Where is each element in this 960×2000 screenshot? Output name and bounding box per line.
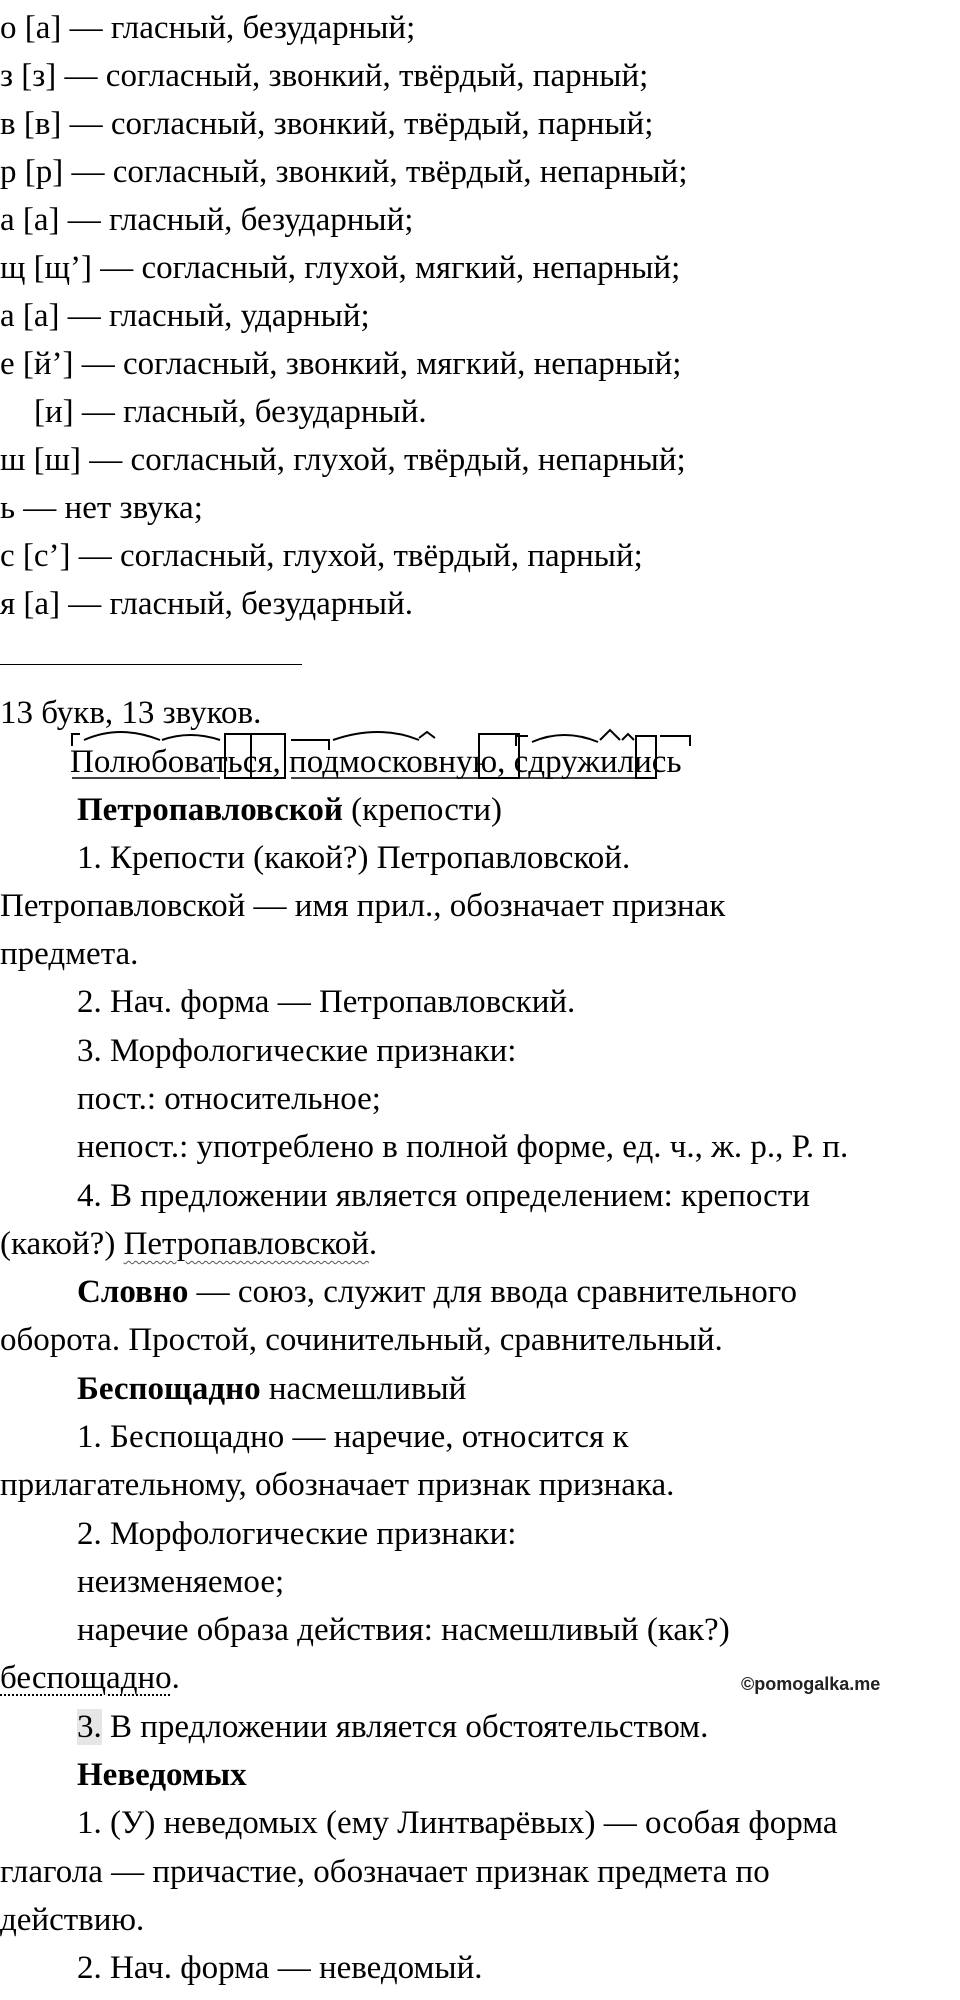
text-line: прилагательному, обозначает признак признака. — [0, 1467, 675, 1503]
sound-line: с [с’] — согласный, глухой, твёрдый, парный; — [0, 538, 643, 574]
text-line: 2. Нач. форма — Петропавловский. — [77, 984, 576, 1020]
block-title-line: Беспощадно насмешливый — [77, 1371, 467, 1407]
dotted-underlined-word: беспощадно — [0, 1660, 172, 1696]
sound-line: [и] — гласный, безударный. — [34, 394, 427, 430]
text-line: наречие образа действия: насмешливый (как?) — [77, 1612, 730, 1648]
text-line: действию. — [0, 1902, 145, 1938]
text-line: 1. Беспощадно — наречие, относится к — [77, 1419, 629, 1455]
word-title: Петропавловской — [77, 792, 343, 828]
morpheme-marks-1 — [70, 728, 290, 788]
text-line: 3. Морфологические признаки: — [77, 1033, 517, 1069]
text-line: 2. Морфологические признаки: — [77, 1516, 517, 1552]
text-line: предмета. — [0, 936, 139, 972]
text-line: непост.: употреблено в полной форме, ед. ч., ж. р., Р. п. — [77, 1129, 849, 1165]
text-line: глагола — причастие, обозначает признак предмета по — [0, 1854, 770, 1890]
text-line: неизменяемое; — [77, 1564, 285, 1600]
footnote-divider — [0, 664, 302, 665]
sound-line: ь — нет звука; — [0, 490, 203, 526]
watermark: ©pomogalka.me — [741, 1674, 881, 1694]
morpheme-word-2: подмосковную — [289, 742, 497, 782]
sound-line: а [а] — гласный, ударный; — [0, 298, 370, 334]
sound-line: р [р] — согласный, звонкий, твёрдый, непарный; — [0, 154, 688, 190]
sound-line: а [а] — гласный, безударный; — [0, 202, 414, 238]
text-line: 1. Крепости (какой?) Петропавловской. — [77, 840, 631, 876]
word-title: Неведомых — [77, 1757, 247, 1793]
highlighted-number: 3. — [77, 1709, 102, 1745]
sound-line: в [в] — согласный, звонкий, твёрдый, парный; — [0, 106, 654, 142]
text-line: 3. В предложении является обстоятельством. — [77, 1709, 709, 1745]
word-title: Словно — [77, 1274, 189, 1310]
text-line: Петропавловской — имя прил., обозначает признак — [0, 888, 726, 924]
sound-line: е [й’] — согласный, звонкий, мягкий, непарный; — [0, 346, 682, 382]
morpheme-marks-3 — [514, 728, 714, 788]
morpheme-word-1: Полюбоваться — [70, 742, 273, 782]
sound-line: ш [ш] — согласный, глухой, твёрдый, непарный; — [0, 442, 686, 478]
sound-line: щ [щ’] — согласный, глухой, мягкий, непарный; — [0, 250, 681, 286]
block-title-line: Петропавловской (крепости) — [77, 792, 502, 828]
text-line: беспощадно. — [0, 1660, 180, 1696]
text-line: 2. Нач. форма — неведомый. — [77, 1950, 483, 1986]
sound-line: я [а] — гласный, безударный. — [0, 586, 414, 622]
morpheme-parse-line: Полюбоваться, подмосковную, сдружились — [70, 742, 682, 786]
sound-line: з [з] — согласный, звонкий, твёрдый, парный; — [0, 58, 649, 94]
block-title-line: Словно — союз, служит для ввода сравнительного — [77, 1274, 798, 1310]
morpheme-marks-2 — [289, 728, 529, 788]
sound-line: о [а] — гласный, безударный; — [0, 10, 416, 46]
text-line: (какой?) Петропавловской. — [0, 1226, 378, 1262]
text-line: пост.: относительное; — [77, 1081, 381, 1117]
word-title: Беспощадно — [77, 1371, 261, 1407]
text-line: 1. (У) неведомых (ему Линтварёвых) — особая форма — [77, 1805, 838, 1841]
summary-line: 13 букв, 13 звуков. — [0, 695, 262, 731]
text-line: оборота. Простой, сочинительный, сравнительный. — [0, 1322, 723, 1358]
block-title-line — [77, 1755, 247, 1799]
wavy-underlined-word: Петропавловской — [123, 1226, 369, 1262]
text-line: 4. В предложении является определением: крепости — [77, 1178, 810, 1214]
morpheme-word-3: сдружились — [514, 742, 682, 782]
